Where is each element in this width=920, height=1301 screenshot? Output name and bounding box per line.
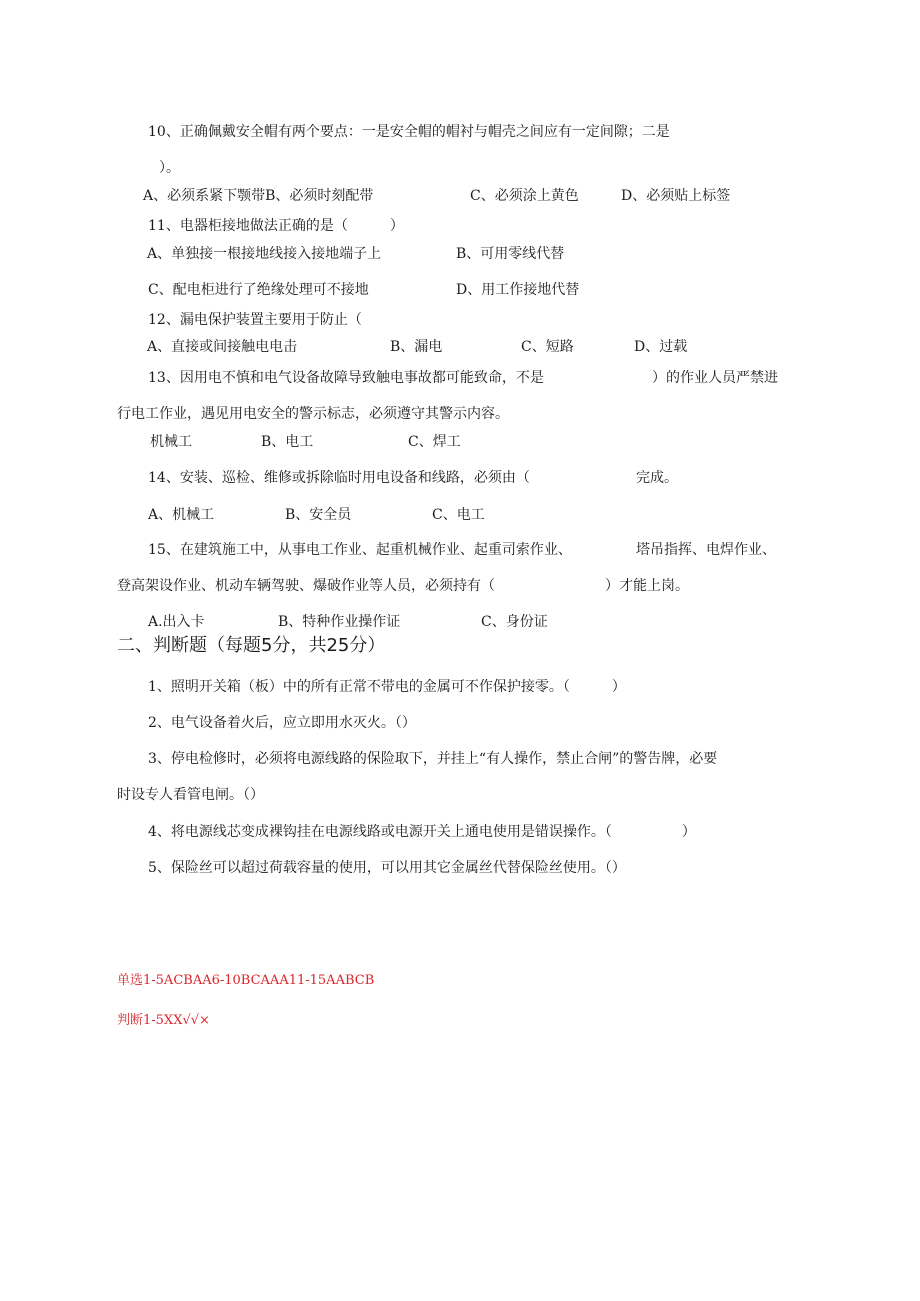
- q11-option-c: C、配电柜进行了绝缘处理可不接地: [148, 282, 369, 298]
- q10-option-d: D、必须贴上标签: [621, 188, 731, 204]
- answer-key-judgment: 判断1-5XX√√×: [117, 1013, 210, 1028]
- q13-option-a: 机械工: [150, 434, 192, 450]
- q14-stem: 14、安装、巡检、维修或拆除临时用电设备和线路，必须由（: [148, 470, 530, 486]
- q13-stem-line-1: 13、因用电不慎和电气设备故障导致触电事故都可能致命，不是: [148, 370, 544, 386]
- q13-option-c: C、焊工: [408, 434, 461, 450]
- answer-key-single: 单选1-5ACBAA6-10BCAAA11-15AABCB: [117, 973, 375, 988]
- q15-stem-line-1-end: 塔吊指挥、电焊作业、: [636, 542, 776, 558]
- q11-option-d: D、用工作接地代替: [456, 282, 580, 298]
- judgment-item-3-line-2: 时设专人看管电闸。（）: [117, 787, 264, 803]
- q10-stem-line-1: 10、正确佩戴安全帽有两个要点：一是安全帽的帽衬与帽壳之间应有一定间隙；二是: [148, 124, 670, 140]
- q11-option-b: B、可用零线代替: [456, 246, 565, 262]
- q12-option-d: D、过载: [634, 339, 688, 355]
- q14-option-c: C、电工: [432, 507, 485, 523]
- judgment-item-3-line-1: 3、停电检修时，必须将电源线路的保险取下，并挂上“有人操作，禁止合闸”的警告牌，必要: [148, 751, 718, 767]
- q10-stem-line-2: ）。: [159, 160, 180, 176]
- q15-stem-line-2: 登高架设作业、机动车辆驾驶、爆破作业等人员，必须持有（: [117, 578, 495, 594]
- q15-option-c: C、身份证: [481, 614, 548, 630]
- q15-option-b: B、特种作业操作证: [278, 614, 401, 630]
- q13-stem-line-2: 行电工作业，遇见用电安全的警示标志，必须遵守其警示内容。: [117, 406, 509, 422]
- q12-option-c: C、短路: [521, 339, 574, 355]
- q12-option-a: A、直接或间接触电电击: [147, 339, 298, 355]
- q13-stem-line-1-end: ）的作业人员严禁进: [652, 370, 778, 386]
- q10-option-ab: A、必须系紧下颚带B、必须时刻配带: [143, 188, 374, 204]
- q11-stem: 11、电器柜接地做法正确的是（ ）: [148, 218, 404, 234]
- q10-option-c: C、必须涂上黄色: [470, 188, 579, 204]
- judgment-item-5: 5、保险丝可以超过荷载容量的使用，可以用其它金属丝代替保险丝使用。（）: [148, 860, 626, 876]
- q14-option-b: B、安全员: [285, 507, 352, 523]
- q14-stem-end: 完成。: [636, 470, 678, 486]
- judgment-item-2: 2、电气设备着火后，应立即用水灭火。（）: [148, 715, 416, 731]
- judgment-item-1: 1、照明开关箱（板）中的所有正常不带电的金属可不作保护接零。（ ）: [148, 679, 626, 695]
- q11-option-a: A、单独接一根接地线接入接地端子上: [147, 246, 382, 262]
- judgment-item-4: 4、将电源线芯变成裸钩挂在电源线路或电源开关上通电使用是错误操作。（ ）: [148, 824, 696, 840]
- q15-option-a: A.出入卡: [148, 614, 205, 630]
- judgment-heading: 二、判断题（每题5分，共25分）: [117, 635, 386, 656]
- q12-option-b: B、漏电: [390, 339, 443, 355]
- q13-option-b: B、电工: [261, 434, 314, 450]
- q12-stem: 12、漏电保护装置主要用于防止（: [148, 312, 362, 328]
- q15-stem-line-1: 15、在建筑施工中，从事电工作业、起重机械作业、起重司索作业、: [148, 542, 572, 558]
- q15-stem-line-2-end: ）才能上岗。: [605, 578, 689, 594]
- q14-option-a: A、机械工: [148, 507, 215, 523]
